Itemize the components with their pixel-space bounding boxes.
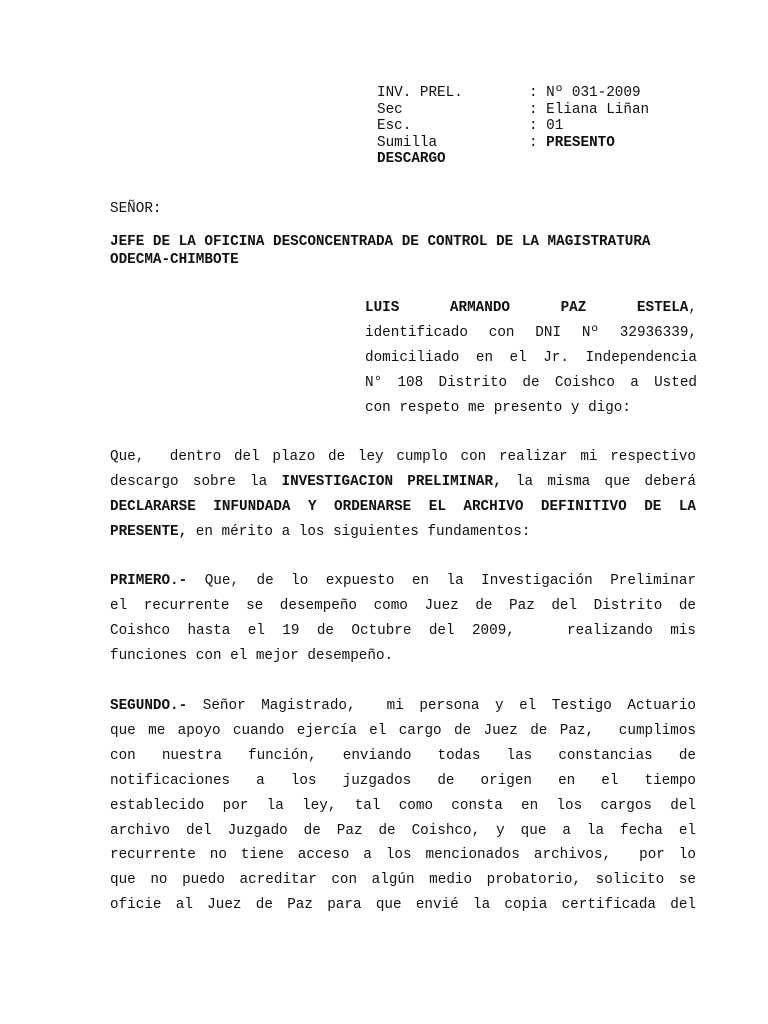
text-line [110, 569, 696, 594]
text-span: descargo sobre la [110, 473, 282, 490]
text-line: el recurrente se desempeño como Juez de Paz del Distrito de [110, 597, 696, 614]
petitioner-name-line [365, 296, 697, 321]
text-span: en mérito a los siguientes fundamentos: [187, 523, 531, 540]
addressee-line: JEFE DE LA OFICINA DESCONCENTRADA DE CONTROL DE LA MAGISTRATURA [110, 234, 651, 250]
salutation: SEÑOR: [110, 201, 162, 217]
text-line: con nuestra función, enviando todas las constancias de [110, 747, 696, 764]
text-line: Coishco hasta el 19 de Octubre del 2009, realizando mis [110, 622, 696, 639]
header-row-sec [377, 102, 649, 119]
text-span: Señor Magistrado, mi persona y el Testigo Actuario [187, 698, 696, 714]
sumilla-continuation: DESCARGO [377, 151, 446, 167]
case-header [377, 85, 649, 168]
text-line: oficie al Juez de Paz para que envié la copia certificada del [110, 897, 696, 914]
text-line: que me apoyo cuando ejercía el cargo de Juez de Paz, cumplimos [110, 722, 696, 739]
text-line: archivo del Juzgado de Paz de Coishco, y que a la fecha el [110, 822, 696, 839]
intro-line: con respeto me presento y digo: [365, 400, 631, 416]
header-row-sumilla [377, 135, 649, 152]
header-key: Sec [377, 101, 403, 118]
header-value: : 01 [529, 118, 564, 134]
text-line [110, 470, 696, 495]
section-label: SEGUNDO.- [110, 698, 188, 714]
text-line [110, 694, 696, 719]
sumilla-value: PRESENTO [546, 134, 615, 151]
header-key: Esc. [377, 118, 412, 134]
text-span-bold: INVESTIGACION PRELIMINAR, [281, 473, 502, 490]
text-line [110, 520, 696, 545]
text-line: DECLARARSE INFUNDADA Y ORDENARSE EL ARCHIVO DEFINITIVO DE LA [110, 498, 696, 515]
header-row-esc [377, 118, 649, 135]
addressee-line: ODECMA-CHIMBOTE [110, 251, 239, 268]
petitioner-name-suffix: , [688, 300, 697, 316]
header-key: INV. PREL. [377, 85, 463, 101]
paragraph-primero [110, 569, 696, 669]
text-line: Que, dentro del plazo de ley cumplo con realizar mi respectivo [110, 449, 696, 465]
text-span-bold: PRESENTE, [110, 523, 188, 540]
header-value-prefix: : [529, 134, 547, 151]
text-line: que no puedo acreditar con algún medio probatorio, solicito se [110, 872, 696, 889]
petitioner-intro [365, 296, 697, 421]
intro-line: identificado con DNI Nº 32936339, [365, 325, 697, 341]
header-value [529, 135, 615, 152]
header-value: : Nº 031-2009 [529, 85, 641, 101]
petitioner-name: LUIS ARMANDO PAZ ESTELA [365, 300, 689, 316]
header-value: : Eliana Liñan [529, 101, 650, 118]
paragraph-segundo [110, 694, 696, 918]
paragraph-que [110, 445, 696, 545]
text-line: recurrente no tiene acceso a los mencionados archivos, por lo [110, 847, 696, 864]
text-line: notificaciones a los juzgados de origen en el tiempo [110, 772, 696, 789]
addressee [110, 234, 698, 269]
text-span: la misma que deberá [501, 473, 696, 490]
section-label: PRIMERO.- [110, 573, 188, 589]
intro-line: N° 108 Distrito de Coishco a Usted [365, 375, 697, 391]
text-span: Que, de lo expuesto en la Investigación Preliminar [187, 573, 696, 589]
text-line: establecido por la ley, tal como consta en los cargos del [110, 797, 696, 814]
text-line: funciones con el mejor desempeño. [110, 647, 394, 664]
header-row-inv-prel [377, 85, 649, 102]
intro-line: domiciliado en el Jr. Independencia [365, 350, 697, 366]
header-key: Sumilla [377, 134, 438, 151]
